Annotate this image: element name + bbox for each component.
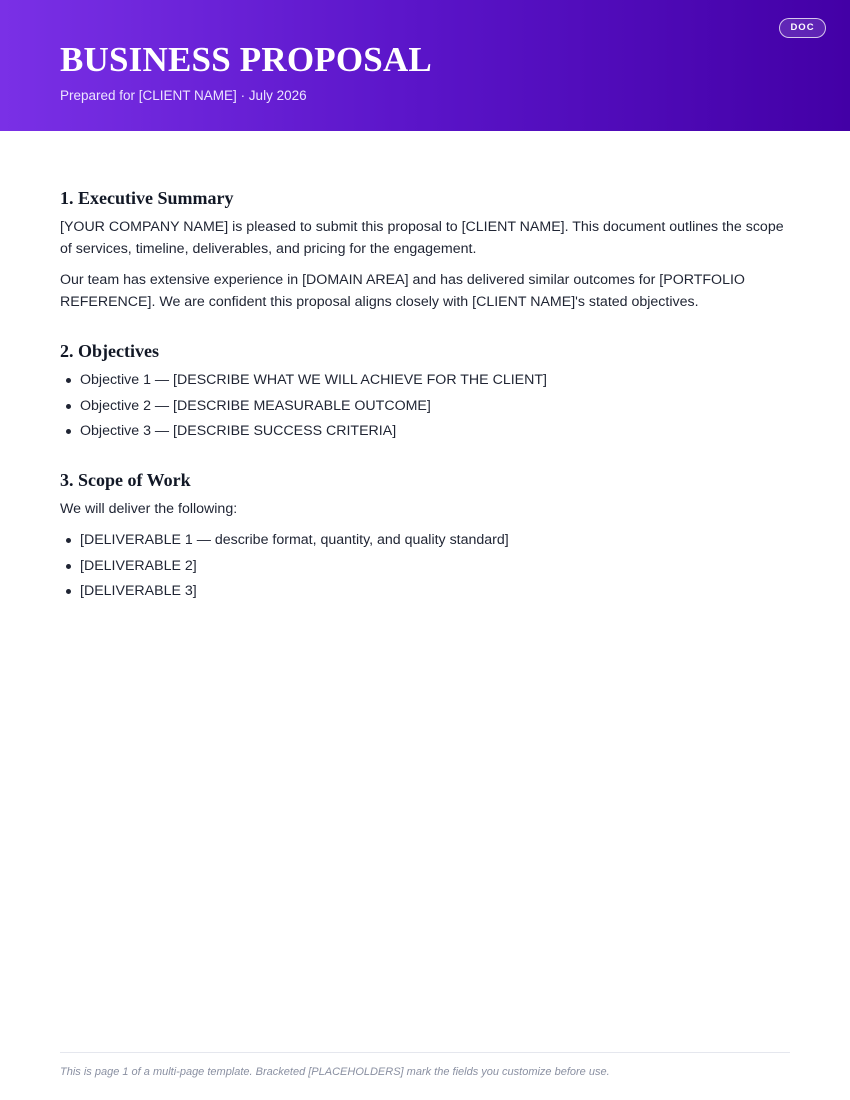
objectives-list (60, 369, 790, 442)
deliverables-list (60, 529, 790, 602)
section-objectives (60, 333, 790, 442)
list-item: Objective 3 — [DESCRIBE SUCCESS CRITERIA] (80, 420, 790, 442)
list-item: [DELIVERABLE 1 — describe format, quantity, and quality standard] (80, 529, 790, 551)
paragraph: Our team has extensive experience in [DOMAIN AREA] and has delivered similar outcomes for [PORTFOLIO REFERENCE]. We are confident this proposal aligns closely with [CLIENT NAME]'s stated objectives. (60, 272, 745, 310)
list-item: [DELIVERABLE 3] (80, 580, 790, 602)
doc-type-badge: DOC (779, 18, 826, 38)
document-header (0, 0, 850, 131)
document-body (60, 180, 790, 622)
list-item: Objective 1 — [DESCRIBE WHAT WE WILL ACHIEVE FOR THE CLIENT] (80, 369, 790, 391)
list-item: Objective 2 — [DESCRIBE MEASURABLE OUTCOME] (80, 395, 790, 417)
section-scope-of-work (60, 462, 790, 602)
footer-note: This is page 1 of a multi-page template. Bracketed [PLACEHOLDERS] mark the fields you customize before use. (60, 1066, 610, 1078)
paragraph: [YOUR COMPANY NAME] is pleased to submit this proposal to [CLIENT NAME]. This document outlines the scope of services, timeline, deliverables, and pricing for the engagement. (60, 219, 784, 257)
list-item: [DELIVERABLE 2] (80, 555, 790, 577)
document-title: BUSINESS PROPOSAL (60, 40, 432, 79)
section-heading: 2. Objectives (60, 341, 159, 361)
footer-divider (60, 1052, 790, 1053)
paragraph: We will deliver the following: (60, 501, 238, 517)
section-executive-summary (60, 180, 790, 313)
document-subtitle: Prepared for [CLIENT NAME] · July 2026 (60, 88, 307, 103)
section-heading: 1. Executive Summary (60, 188, 234, 208)
section-heading: 3. Scope of Work (60, 470, 191, 490)
